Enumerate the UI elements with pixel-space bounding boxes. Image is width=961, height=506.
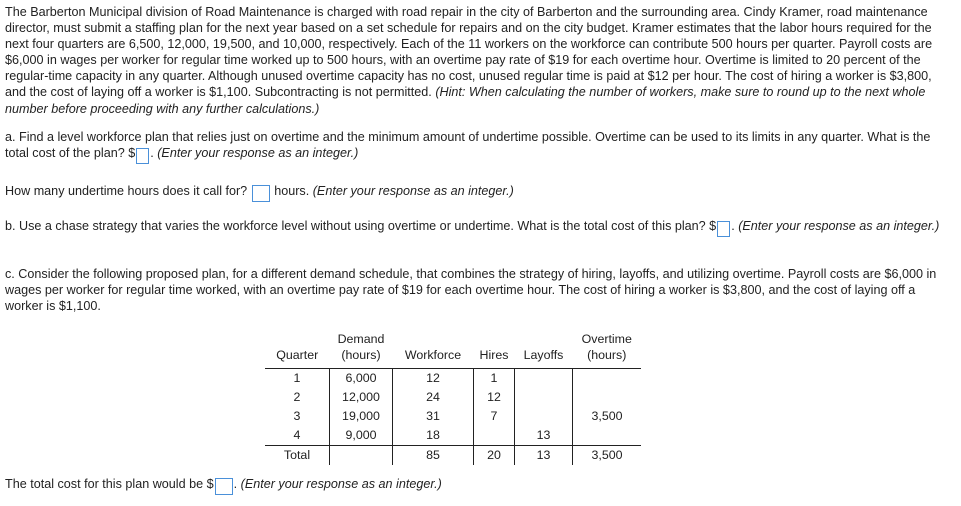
cell-total-workforce: 85 (393, 446, 474, 466)
part-b-period: . (731, 219, 735, 233)
cell-total-label: Total (265, 446, 330, 466)
problem-intro (5, 4, 953, 117)
cell-workforce: 12 (393, 369, 474, 389)
part-a-undertime-question (5, 183, 953, 202)
col-demand (330, 330, 393, 369)
cell-quarter: 1 (265, 369, 330, 389)
cell-layoffs (515, 369, 573, 389)
col-layoffs: Layoffs (515, 330, 573, 369)
cell-quarter: 3 (265, 407, 330, 426)
col-workforce: Workforce (393, 330, 474, 369)
part-b-note: (Enter your response as an integer.) (738, 219, 940, 233)
cell-demand: 6,000 (330, 369, 393, 389)
intro-text: The Barberton Municipal division of Road Maintenance is charged with road repair in the city of Barberton and the surrounding area. Cindy Kramer, road maintenance director, must submit a staffing plan for the next year based on a set schedule for repairs and on the city budget. Kramer estimates that the labor hours required for the next four quarters are 6,500, 12,000, 19,500, and 10,000, respectively. Each of the 11 workers on the workforce can contribute 500 hours per quarter. Payroll costs are $6,000 in wages per worker for regular time worked up to 500 hours, with an overtime pay rate of $19 for each overtime hour. Overtime is limited to 20 percent of the regular-time capacity in any quarter. Although unused overtime capacity has no cost, unused regular time is paid at $12 per hour. The cost of hiring a worker is $3,800, and the cost of laying off a worker is $1,100. Subcontracting is not permitted. (5, 5, 933, 100)
cell-hires: 12 (474, 388, 515, 407)
table-row (265, 407, 641, 426)
col-quarter: Quarter (265, 330, 330, 369)
cell-overtime: 3,500 (591, 408, 623, 423)
intro-hint: (Hint: When calculating the number of workers, make sure to round up to the next whole number before proceeding with any further calculations.) (5, 85, 926, 116)
cell-total-hires: 20 (474, 446, 515, 466)
part-c-question (5, 266, 953, 314)
cell-total-overtime: 3,500 (573, 446, 642, 466)
final-note: (Enter your response as an integer.) (240, 477, 442, 491)
part-c-text: c. Consider the following proposed plan, for a different demand schedule, that combines the strategy of hiring, layoffs, and utilizing overtime. Payroll costs are $6,000 in wages per worker for regular time worked, with an overtime pay rate of $19 for each overtime hour. The cost of hiring a worker is $3,800, and the cost of laying off a worker is $1,100. (5, 267, 937, 314)
part-a-period: . (150, 146, 154, 161)
cell-workforce: 18 (393, 426, 474, 446)
table-row (265, 426, 641, 446)
col-demand-line2: (hours) (341, 347, 381, 362)
final-period: . (233, 477, 238, 491)
cell-quarter: 2 (265, 388, 330, 407)
cell-total-layoffs: 13 (515, 446, 573, 466)
cell-workforce: 24 (393, 388, 474, 407)
cell-layoffs (515, 388, 573, 407)
col-overtime (573, 330, 642, 369)
final-prefix: The total cost for this plan would be $ (5, 477, 214, 491)
cell-overtime (573, 426, 642, 446)
cell-overtime (573, 388, 642, 407)
col-demand-line1: Demand (337, 332, 385, 346)
col-hires: Hires (474, 330, 515, 369)
undertime-note: (Enter your response as an integer.) (312, 184, 514, 198)
col-overtime-line1: Overtime (581, 332, 632, 346)
cell-layoffs (515, 407, 573, 426)
part-a-text: a. Find a level workforce plan that relies just on overtime and the minimum amount of undertime possible. Overtime can be used to its limits in any quarter. What is the total cost of the plan? $ (5, 130, 931, 161)
table-total-row (265, 446, 641, 466)
undertime-hours-input[interactable] (252, 185, 270, 202)
part-a-cost-input[interactable] (136, 148, 149, 164)
part-b-cost-input[interactable] (717, 221, 730, 237)
undertime-unit: hours. (274, 184, 310, 198)
part-b-question (5, 218, 953, 237)
cell-workforce: 31 (393, 407, 474, 426)
part-c-final-question (5, 476, 442, 495)
part-a-question (5, 129, 953, 164)
part-c-cost-input[interactable] (215, 478, 233, 495)
cell-demand: 9,000 (330, 426, 393, 446)
part-b-text: b. Use a chase strategy that varies the workforce level without using overtime or undertime. What is the total cost of this plan? $ (5, 219, 717, 233)
table-row (265, 369, 641, 389)
cell-hires: 1 (474, 369, 515, 389)
cell-quarter: 4 (265, 426, 330, 446)
cell-demand: 12,000 (330, 388, 393, 407)
col-overtime-line2: (hours) (587, 347, 627, 362)
cell-hires: 7 (474, 407, 515, 426)
part-a-note: (Enter your response as an integer.) (157, 146, 359, 161)
staffing-plan-table (265, 330, 641, 465)
cell-hires (474, 426, 515, 446)
undertime-text: How many undertime hours does it call for? (5, 184, 248, 198)
table-header-row (265, 330, 641, 369)
cell-layoffs: 13 (515, 426, 573, 446)
cell-total-demand (330, 446, 393, 466)
cell-demand: 19,000 (330, 407, 393, 426)
table-row (265, 388, 641, 407)
cell-overtime (573, 369, 642, 389)
